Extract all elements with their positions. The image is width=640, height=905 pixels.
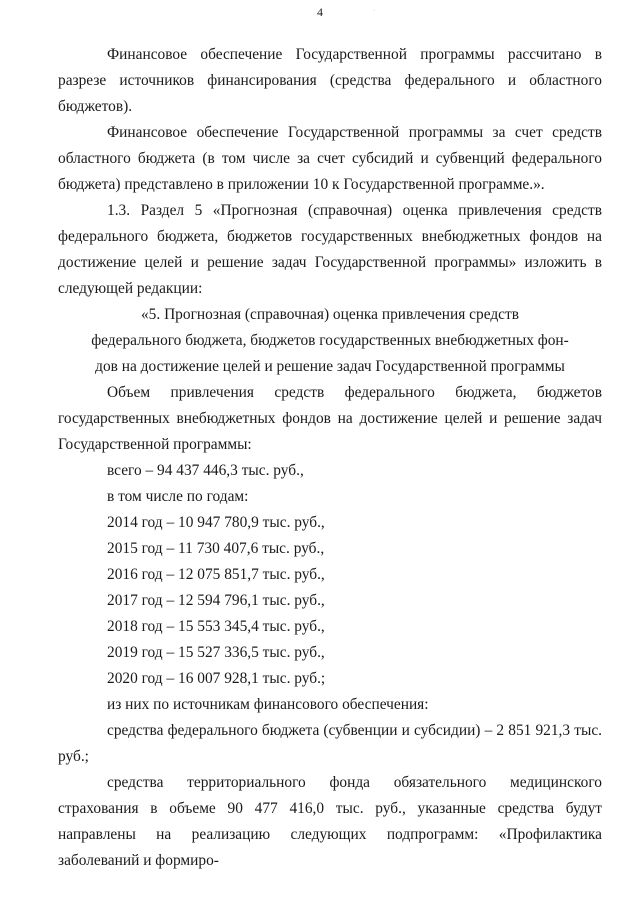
paragraph-amendment-section-5: 1.3. Раздел 5 «Прогнозная (справочная) оценка привлечения средств федерального бюджета, бюджетов государственных внебюджетных фондов на достижение целей и решение задач Государственной программы» изложить в следующей редакции: [58, 202, 602, 297]
page-number: 4 [317, 5, 323, 19]
scan-mark: · [373, 8, 375, 14]
total-amount: всего – 94 437 446,3 тыс. руб., [107, 462, 304, 479]
document-body [58, 42, 602, 874]
years-list [58, 510, 602, 692]
sources-label: из них по источникам финансового обеспечения: [107, 696, 429, 713]
year-amount: 2018 год – 15 553 345,4 тыс. руб., [107, 618, 325, 635]
section-heading-line: «5. Прогнозная (справочная) оценка привлечения средств [140, 306, 519, 323]
year-amount: 2016 год – 12 075 851,7 тыс. руб., [107, 566, 325, 583]
section-heading [58, 302, 602, 380]
section-heading-line: федерального бюджета, бюджетов государственных внебюджетных фон- [91, 332, 569, 349]
year-amount: 2020 год – 16 007 928,1 тыс. руб.; [107, 670, 326, 687]
year-amount: 2019 год – 15 527 336,5 тыс. руб., [107, 644, 325, 661]
year-amount: 2015 год – 11 730 407,6 тыс. руб., [107, 540, 325, 557]
paragraph-financing-sources: Финансовое обеспечение Государственной программы рассчитано в разрезе источников финансирования (средства федерального и областного бюджетов). [58, 46, 602, 115]
paragraph-volume-intro: Объем привлечения средств федерального бюджета, бюджетов государственных внебюджетных фондов на достижение целей и решение задач Государственной программы: [58, 384, 602, 453]
paragraph-federal-funds: средства федерального бюджета (субвенции и субсидии) – 2 851 921,3 тыс. руб.; [58, 722, 602, 765]
year-amount: 2014 год – 10 947 780,9 тыс. руб., [107, 514, 325, 531]
by-years-label: в том числе по годам: [107, 488, 249, 505]
paragraph-regional-budget: Финансовое обеспечение Государственной программы за счет средств областного бюджета (в том числе за счет субсидий и субвенций федерального бюджета) представлено в приложении 10 к Государственной программе.». [58, 124, 602, 193]
section-heading-line: дов на достижение целей и решение задач Государственной программы [95, 358, 565, 375]
year-amount: 2017 год – 12 594 796,1 тыс. руб., [107, 592, 325, 609]
paragraph-territorial-fund: средства территориального фонда обязательного медицинского страхования в объеме 90 477 416,0 тыс. руб., указанные средства будут направлены на реализацию следующих подпрограмм: «Профилактика заболеваний и формиро- [58, 774, 602, 869]
